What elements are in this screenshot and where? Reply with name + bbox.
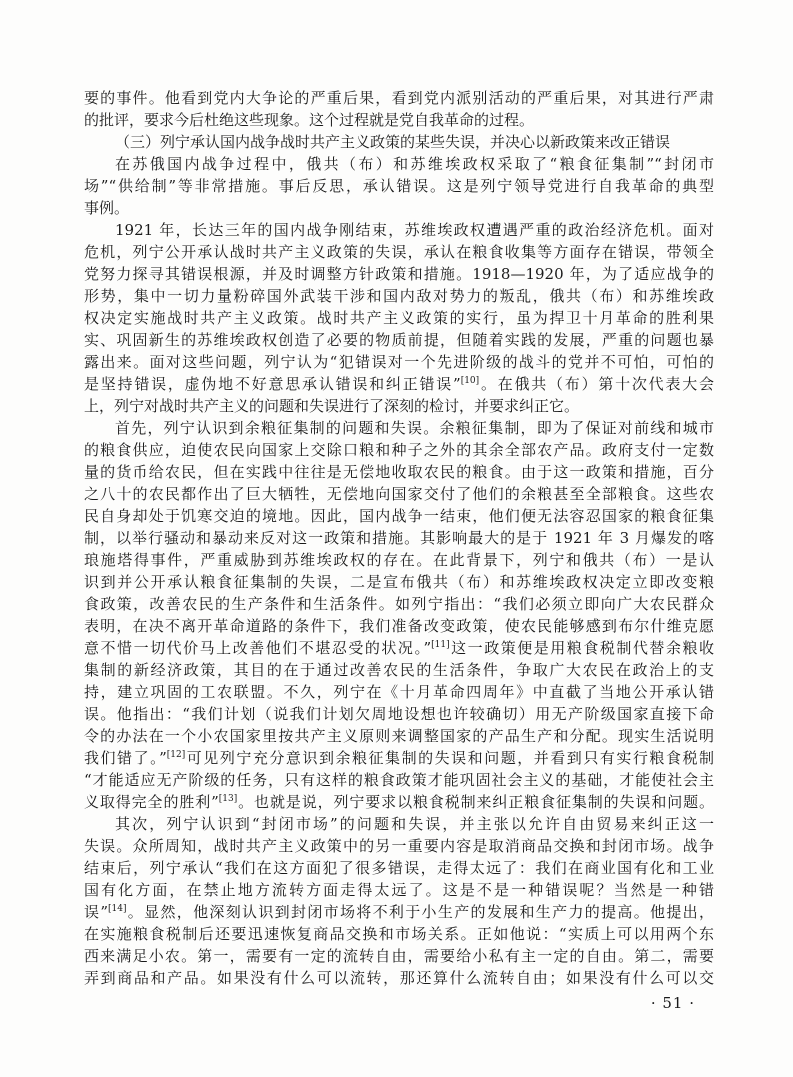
text-line-10: 形势，集中一切力量粉碎国外武装干涉和国内敌对势力的叛乱，俄共（布）和苏维埃政 — [84, 287, 714, 305]
text-line-4: 在苏俄国内战争过程中，俄共（布）和苏维埃政权采取了“粮食征集制”“封闭市 — [115, 155, 714, 173]
text-line-25: 表明，在决不离开革命道路的条件下，我们准备改变政策，使农民能够感到布尔什维克愿 — [84, 617, 714, 635]
text-line-33: 义取得完全的胜利”[13]。也就是说，列宁要求以粮食税制来纠正粮食征集制的失误和问题。 — [84, 793, 714, 811]
text-line-32: “才能适应无产阶级的任务，只有这样的粮食政策才能巩固社会主义的基础，才能使社会主 — [84, 771, 714, 789]
text-line-23: 识到并公开承认粮食征集制的失误，二是宣布俄共（布）和苏维埃政权决定立即改变粮 — [84, 573, 714, 591]
text-line-15: 上，列宁对战时共产主义的问题和失误进行了深刻的检讨，并要求纠正它。 — [84, 397, 580, 415]
text-line-37: 国有化方面，在禁止地方流转方面走得太远了。这是不是一种错误呢？当然是一种错 — [84, 881, 714, 899]
text-line-20: 民自身却处于饥寒交迫的境地。因此，国内战争一结束，他们便无法容忍国家的粮食征集 — [84, 507, 714, 525]
text-line-1: 要的事件。他看到党内大争论的严重后果，看到党内派别活动的严重后果，对其进行严肃 — [84, 89, 714, 107]
text-line-35: 失误。众所周知，战时共产主义政策中的另一重要内容是取消商品交换和封闭市场。战争 — [84, 837, 714, 855]
text-line-16: 首先，列宁认识到余粮征集制的问题和失误。余粮征集制，即为了保证对前线和城市 — [115, 419, 714, 437]
text-line-41: 弄到商品和产品。如果没有什么可以流转，那还算什么流转自由；如果没有什么可以交 — [84, 969, 714, 987]
text-line-19: 之八十的农民都作出了巨大牺牲，无偿地向国家交付了他们的余粮甚至全部粮食。这些农 — [84, 485, 714, 503]
text-line-7: 1921 年，长达三年的国内战争刚结束，苏维埃政权遭遇严重的政治经济危机。面对 — [115, 221, 714, 239]
text-line-8: 危机，列宁公开承认战时共产主义政策的失误，承认在粮食收集等方面存在错误，带领全 — [84, 243, 714, 261]
text-line-17: 的粮食供应，迫使农民向国家上交除口粮和种子之外的其余全部农产品。政府支付一定数 — [84, 441, 714, 459]
text-line-29: 误。他指出：“我们计划（说我们计划欠周地设想也许较确切）用无产阶级国家直接下命 — [84, 705, 714, 723]
footnote-ref: [11] — [431, 640, 450, 650]
text-line-27: 集制的新经济政策，其目的在于通过改善农民的生活条件，争取广大农民在政治上的支 — [84, 661, 714, 679]
text-line-2: 的批评，要求今后杜绝这些现象。这个过程就是党自我革命的过程。 — [84, 111, 535, 129]
text-line-26: 意不惜一切代价马上改善他们不堪忍受的状况。”[11]这一政策便是用粮食税制代替余粮收 — [84, 639, 714, 657]
text-line-28: 持，建立巩固的工农联盟。不久，列宁在《十月革命四周年》中直截了当地公开承认错 — [84, 683, 714, 701]
text-line-31: 我们错了。”[12]可见列宁充分意识到余粮征集制的失误和问题，并看到只有实行粮食税制 — [84, 749, 714, 767]
text-line-30: 令的办法在一个小农国家里按共产主义原则来调整国家的产品生产和分配。现实生活说明 — [84, 727, 714, 745]
text-line-24: 食政策，改善农民的生产条件和生活条件。如列宁指出：“我们必须立即向广大农民群众 — [84, 595, 714, 613]
page-number: · 51 · — [650, 994, 695, 1012]
text-line-36: 结束后，列宁承认“我们在这方面犯了很多错误，走得太远了：我们在商业国有化和工业 — [84, 859, 714, 877]
text-line-11: 权决定实施战时共产主义政策。战时共产主义政策的实行，虽为捍卫十月革命的胜利果 — [84, 309, 714, 327]
footnote-ref: [12] — [166, 750, 186, 760]
footnote-ref: [10] — [460, 376, 480, 386]
text-line-39: 在实施粮食税制后还要迅速恢复商品交换和市场关系。正如他说：“实质上可以用两个东 — [84, 925, 714, 943]
text-line-13: 露出来。面对这些问题，列宁认为“犯错误对一个先进阶级的战斗的党并不可怕，可怕的 — [84, 353, 714, 371]
text-block — [84, 87, 714, 989]
text-line-22: 琅施塔得事件，严重威胁到苏维埃政权的存在。在此背景下，列宁和俄共（布）一是认 — [84, 551, 714, 569]
text-line-38: 误”[14]。显然，他深刻认识到封闭市场将不利于小生产的发展和生产力的提高。他提出， — [84, 903, 714, 921]
text-line-6: 事例。 — [84, 199, 130, 217]
text-line-14: 是坚持错误，虚伪地不好意思承认错误和纠正错误”[10]。在俄共（布）第十次代表大会 — [84, 375, 714, 393]
text-line-21: 制，以举行骚动和暴动来反对这一政策和措施。其影响最大的是于 1921 年 3 月爆发的喀 — [84, 529, 714, 547]
text-line-40: 西来满足小农。第一，需要有一定的流转自由，需要给小私有主一定的自由。第二，需要 — [84, 947, 714, 965]
text-line-5: 场”“供给制”等非常措施。事后反思，承认错误。这是列宁领导党进行自我革命的典型 — [84, 177, 714, 195]
footnote-ref: [13] — [218, 794, 238, 804]
text-line-12: 实、巩固新生的苏维埃政权创造了必要的物质前提，但随着实践的发展，严重的问题也暴 — [84, 331, 714, 349]
text-line-3: （三）列宁承认国内战争战时共产主义政策的某些失误，并决心以新政策来改正错误 — [115, 133, 671, 151]
text-line-9: 党努力探寻其错误根源，并及时调整方针政策和措施。1918—1920 年，为了适应战争的 — [84, 265, 714, 283]
text-line-18: 量的货币给农民，但在实践中往往是无偿地收取农民的粮食。由于这一政策和措施，百分 — [84, 463, 714, 481]
text-line-34: 其次，列宁认识到“封闭市场”的问题和失误，并主张以允许自由贸易来纠正这一 — [115, 815, 714, 833]
footnote-ref: [14] — [108, 904, 127, 914]
